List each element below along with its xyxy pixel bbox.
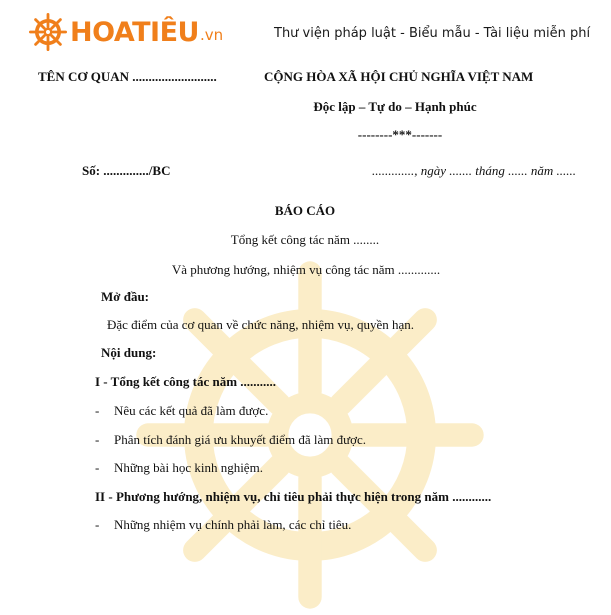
list-item bbox=[95, 432, 366, 448]
list-item-text: Nêu các kết quả đã làm được. bbox=[114, 403, 269, 418]
list-bullet: - bbox=[95, 517, 100, 532]
list-item-text: Những bài học kinh nghiệm. bbox=[114, 460, 263, 475]
agency-name: TÊN CƠ QUAN .......................... bbox=[38, 69, 217, 84]
list-item bbox=[95, 460, 263, 476]
nation-title: CỘNG HÒA XÃ HỘI CHỦ NGHĨA VIỆT NAM bbox=[264, 69, 534, 84]
site-tagline: Thư viện pháp luật - Biểu mẫu - Tài liệu miễn phí bbox=[274, 26, 591, 41]
list-bullet: - bbox=[95, 403, 100, 418]
section-1-heading: I - Tổng kết công tác năm ........... bbox=[95, 374, 277, 389]
intro-text: Đặc điểm của cơ quan về chức năng, nhiệm vụ, quyền hạn. bbox=[107, 317, 415, 332]
list-bullet: - bbox=[95, 432, 100, 447]
list-item bbox=[95, 403, 268, 419]
document-number: Số: ............../BC bbox=[82, 163, 171, 178]
content-heading: Nội dung: bbox=[101, 345, 157, 360]
section-2-heading: II - Phương hướng, nhiệm vụ, chỉ tiêu phải thực hiện trong năm ............ bbox=[95, 489, 492, 504]
list-item-text: Những nhiệm vụ chính phải làm, các chỉ tiêu. bbox=[114, 517, 352, 532]
list-item bbox=[95, 517, 351, 533]
report-subtitle-2: Và phương hướng, nhiệm vụ công tác năm ............. bbox=[171, 262, 441, 277]
logo-name: HOATIÊU bbox=[70, 16, 199, 48]
list-item-text: Phân tích đánh giá ưu khuyết điểm đã làm được. bbox=[114, 432, 367, 447]
date-line: ............., ngày ....... tháng ...... năm ...... bbox=[372, 163, 577, 178]
site-logo[interactable] bbox=[28, 12, 223, 52]
separator: --------***------- bbox=[357, 127, 443, 142]
ship-wheel-icon bbox=[28, 12, 68, 52]
report-title: BÁO CÁO bbox=[274, 203, 336, 218]
motto: Độc lập – Tự do – Hạnh phúc bbox=[313, 99, 477, 114]
logo-suffix: .vn bbox=[199, 26, 224, 44]
report-subtitle-1: Tổng kết công tác năm ........ bbox=[230, 232, 380, 247]
intro-heading: Mở đầu: bbox=[101, 289, 150, 304]
list-bullet: - bbox=[95, 460, 100, 475]
